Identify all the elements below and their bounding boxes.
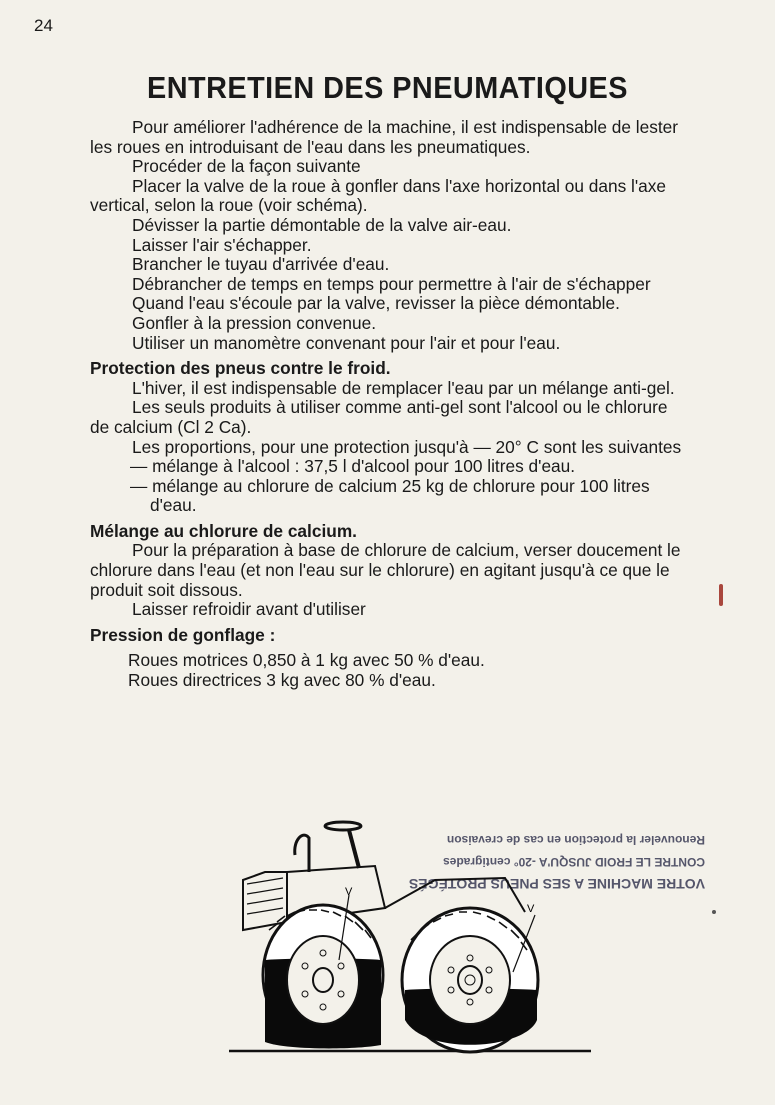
rear-wheel [402,908,538,1052]
section-heading-pressure: Pression de gonflage : [90,624,276,645]
stamp-line: CONTRE LE FROID JUSQU'A -20° centigrades [443,855,705,869]
red-mark [719,584,723,606]
paragraph: Placer la valve de la roue à gonfler dans l'axe horizontal ou dans l'axe vertical, selon la roue (voir schéma). [90,175,667,216]
stamp-line: Renouveler la protection en cas de crevaison [446,833,705,847]
paragraph: Les proportions, pour une protection jusqu'à — 20° C sont les suivantes [132,436,682,457]
valve-label-front: V [345,886,353,898]
list-item: — mélange au chlorure de calcium 25 kg de chlorure pour 100 litres d'eau. [130,475,650,516]
steering-column [349,830,359,868]
rear-body [385,878,525,912]
paragraph: Laisser refroidir avant d'utiliser [132,599,366,620]
seat [295,835,309,872]
section-heading-cold: Protection des pneus contre le froid. [90,358,391,379]
section-heading-calcium: Mélange au chlorure de calcium. [90,520,357,541]
pressure-line: Roues directrices 3 kg avec 80 % d'eau. [128,670,436,691]
hood-grille [247,878,283,914]
valve-label-rear: V [527,903,535,915]
body-text [90,118,690,691]
stamp-line: VOTRE MACHINE A SES PNEUS PROTÉGÉS [408,876,705,892]
paragraph: Pour améliorer l'adhérence de la machine, il est indispensable de lester les roues en introduisant de l'eau dans les pneumatiques. [90,117,679,157]
paragraph: L'hiver, il est indispensable de remplacer l'eau par un mélange anti-gel. [132,377,675,398]
paragraph: Débrancher de temps en temps pour permettre à l'air de s'échapper [132,273,651,294]
steering-wheel [325,822,361,830]
paragraph: Laisser l'air s'échapper. [132,234,312,255]
list-item: — mélange à l'alcool : 37,5 l d'alcool pour 100 litres d'eau. [130,456,576,477]
front-wheel [263,905,383,1048]
paragraph: Les seuls produits à utiliser comme anti-gel sont l'alcool ou le chlorure de calcium (Cl 2 Ca). [90,397,668,437]
dust-dot [712,910,716,914]
paragraph: Gonfler à la pression convenue. [132,312,377,333]
paragraph: Dévisser la partie démontable de la valve air-eau. [132,214,512,235]
paragraph: Pour la préparation à base de chlorure de calcium, verser doucement le chlorure dans l'eau (et non l'eau sur le chlorure) en agitant jusqu'à ce que le produit soit dissous. [90,540,681,600]
paragraph: Brancher le tuyau d'arrivée d'eau. [132,254,390,275]
pressure-line: Roues motrices 0,850 à 1 kg avec 50 % d'eau. [128,650,485,671]
page-title: ENTRETIEN DES PNEUMATIQUES [147,70,628,105]
tractor-illustration [225,820,595,1060]
paragraph: Utiliser un manomètre convenant pour l'air et pour l'eau. [132,332,561,353]
paragraph: Quand l'eau s'écoule par la valve, revisser la pièce démontable. [132,293,620,314]
paragraph: Procéder de la façon suivante [132,156,361,177]
page-number: 24 [34,16,53,35]
